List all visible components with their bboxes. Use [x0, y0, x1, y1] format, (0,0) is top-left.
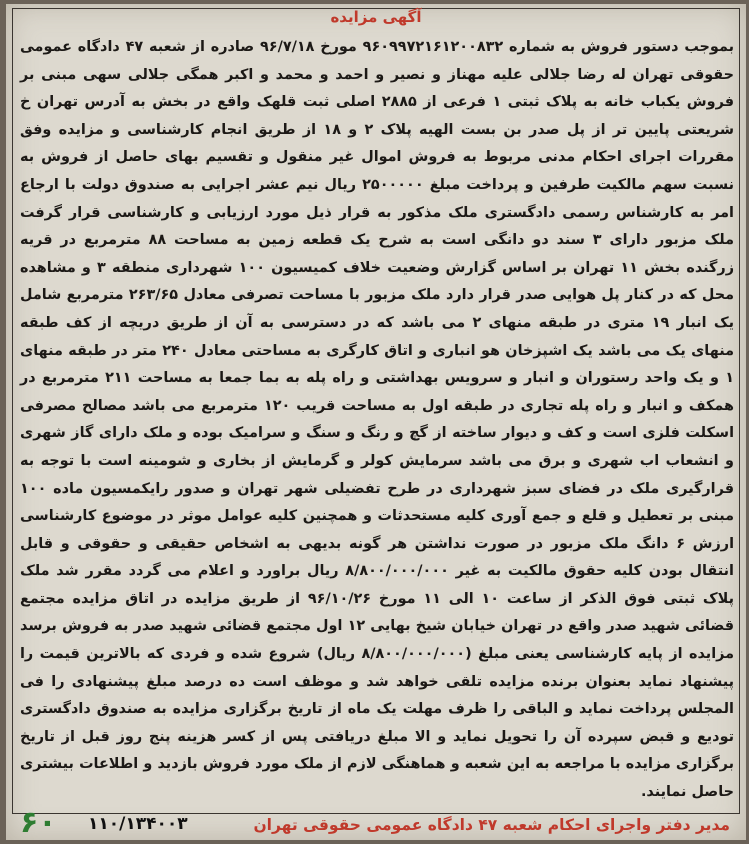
- notice-body: بموجب دستور فروش به شماره ۹۶۰۹۹۷۲۱۶۱۲۰۰۸۳۲ مورخ ۹۶/۷/۱۸ صادره از شعبه ۴۷ دادگاه عمومی حقوقی تهران له رضا جلالی علیه مهناز و نصیر و احمد و محمد و اکبر همگی جلالی سهی مبنی بر فروش یکباب خانه به پلاک ثبتی ۱ فرعی از ۲۸۸۵ اصلی ثبت قلهک واقع در بخش به آدرس تهران خ شریعتی پایین تر از پل صدر بن بست الهیه پلاک ۲ و ۱۸ از طریق انجام کارشناسی و مزایده وفق مقررات اجرای احکام مدنی مربوط به فروش اموال غیر منقول و تقسیم بهای حاصل از فروش به نسبت سهم مالکیت طرفین و پرداخت مبلغ ۲۵۰۰۰۰۰ ریال نیم عشر اجرایی به صندوق دولت با ارجاع امر به کارشناس رسمی دادگستری ملک مذکور به قرار ذیل مورد ارزیابی و کارشناسی قرار گرفت ملک مزبور دارای ۳ سند دو دانگی است به شرح یک قطعه زمین به مساحت ۸۸ مترمربع در قریه زرگنده بخش ۱۱ تهران بر اساس گزارش وضعیت خلاف کمیسیون ۱۰۰ شهرداری منطقه ۳ و مشاهده محل که در کنار پل هوایی صدر قرار دارد ملک مزبور با مساحت تصرفی معادل ۲۶۳/۶۵ مترمربع شامل یک انبار ۱۹ متری در طبقه منهای ۲ می باشد که در دسترسی به آن از طریق دریچه از کف طبقه منهای یک می باشد یک اشپزخان هو انباری و اتاق کارگری به مساحتی معادل ۲۴۰ متر در طبقه منهای ۱ و یک واحد رستوران و انبار و سرویس بهداشتی و راه پله به بما جمعا به مساحت ۲۱۱ مترمربع در همکف و انبار و راه پله تجاری در طبقه اول به مساحت قریب ۱۲۰ مترمربع می باشد مصالح مصرفی اسکلت فلزی است و کف و دیوار ساخته از گچ و رنگ و سنگ و سرامیک بوده و ملک دارای گاز شهری و انشعاب اب شهری و برق می باشد سرمایش کولر و گرمایش از بخاری و شومینه است با توجه به قرارگیری ملک در فضای سبز شهرداری در طرح تفضیلی شهر تهران و صدور رایکمسیون ماده ۱۰۰ مبنی بر تعطیل و قلع و جمع آوری کلیه مستحدثات و همچنین کلیه عوامل موثر در موضوع کارشناسی ارزش ۶ دانگ ملک مزبور در صورت نداشتن هر گونه بدیهی به اشخاص حقیقی و حقوقی و قابل انتقال بودن کلیه حقوق مالکیت به غیر ۸/۸۰۰/۰۰۰/۰۰۰ ریال براورد و اعلام می گردد مقرر شد ملک پلاک ثبتی فوق الذکر از ساعت ۱۰ الی ۱۱ مورخ ۹۶/۱۰/۲۶ از طریق مزایده در اتاق مزایده مجتمع قضائی شهید صدر واقع در تهران خیابان شیخ بهایی ۱۲ اول مجتمع قضائی شهید صدر به فروش برسد مزایده از پایه کارشناسی یعنی مبلغ (۸/۸۰۰/۰۰۰/۰۰۰ ریال) شروع شده و فردی که بالاترین قیمت را پیشنهاد نماید بعنوان برنده مزایده تلقی خواهد شد و موظف است ده درصد مبلغ پیشنهادی را فی المجلس پرداخت نماید و الباقی را ظرف مهلت یک ماه از تاریخ برگزاری مزایده به صندوق دادگستری تودیع و قبض سپرده آن را تحویل نماید و الا مبلغ دریافتی پس از کسر هزینه پنج روز قبل از تاریخ برگزاری مزایده با مراجعه به این شعبه و هماهنگی لازم از ملک مورد فروش بازدید و اطلاعات بیشتری حاصل نمایند.: [20, 39, 734, 801]
- signature-line: مدیر دفتر واجرای احکام شعبه ۴۷ دادگاه عمومی حقوقی تهران: [253, 816, 730, 834]
- handwritten-number: ۶۰: [20, 805, 57, 840]
- notice-footer: [6, 800, 746, 840]
- notice-title: آگهی مزایده: [330, 8, 422, 26]
- notice-code: ۱۱۰/۱۳۴۰۰۳: [88, 814, 188, 834]
- newspaper-clipping: [6, 4, 746, 840]
